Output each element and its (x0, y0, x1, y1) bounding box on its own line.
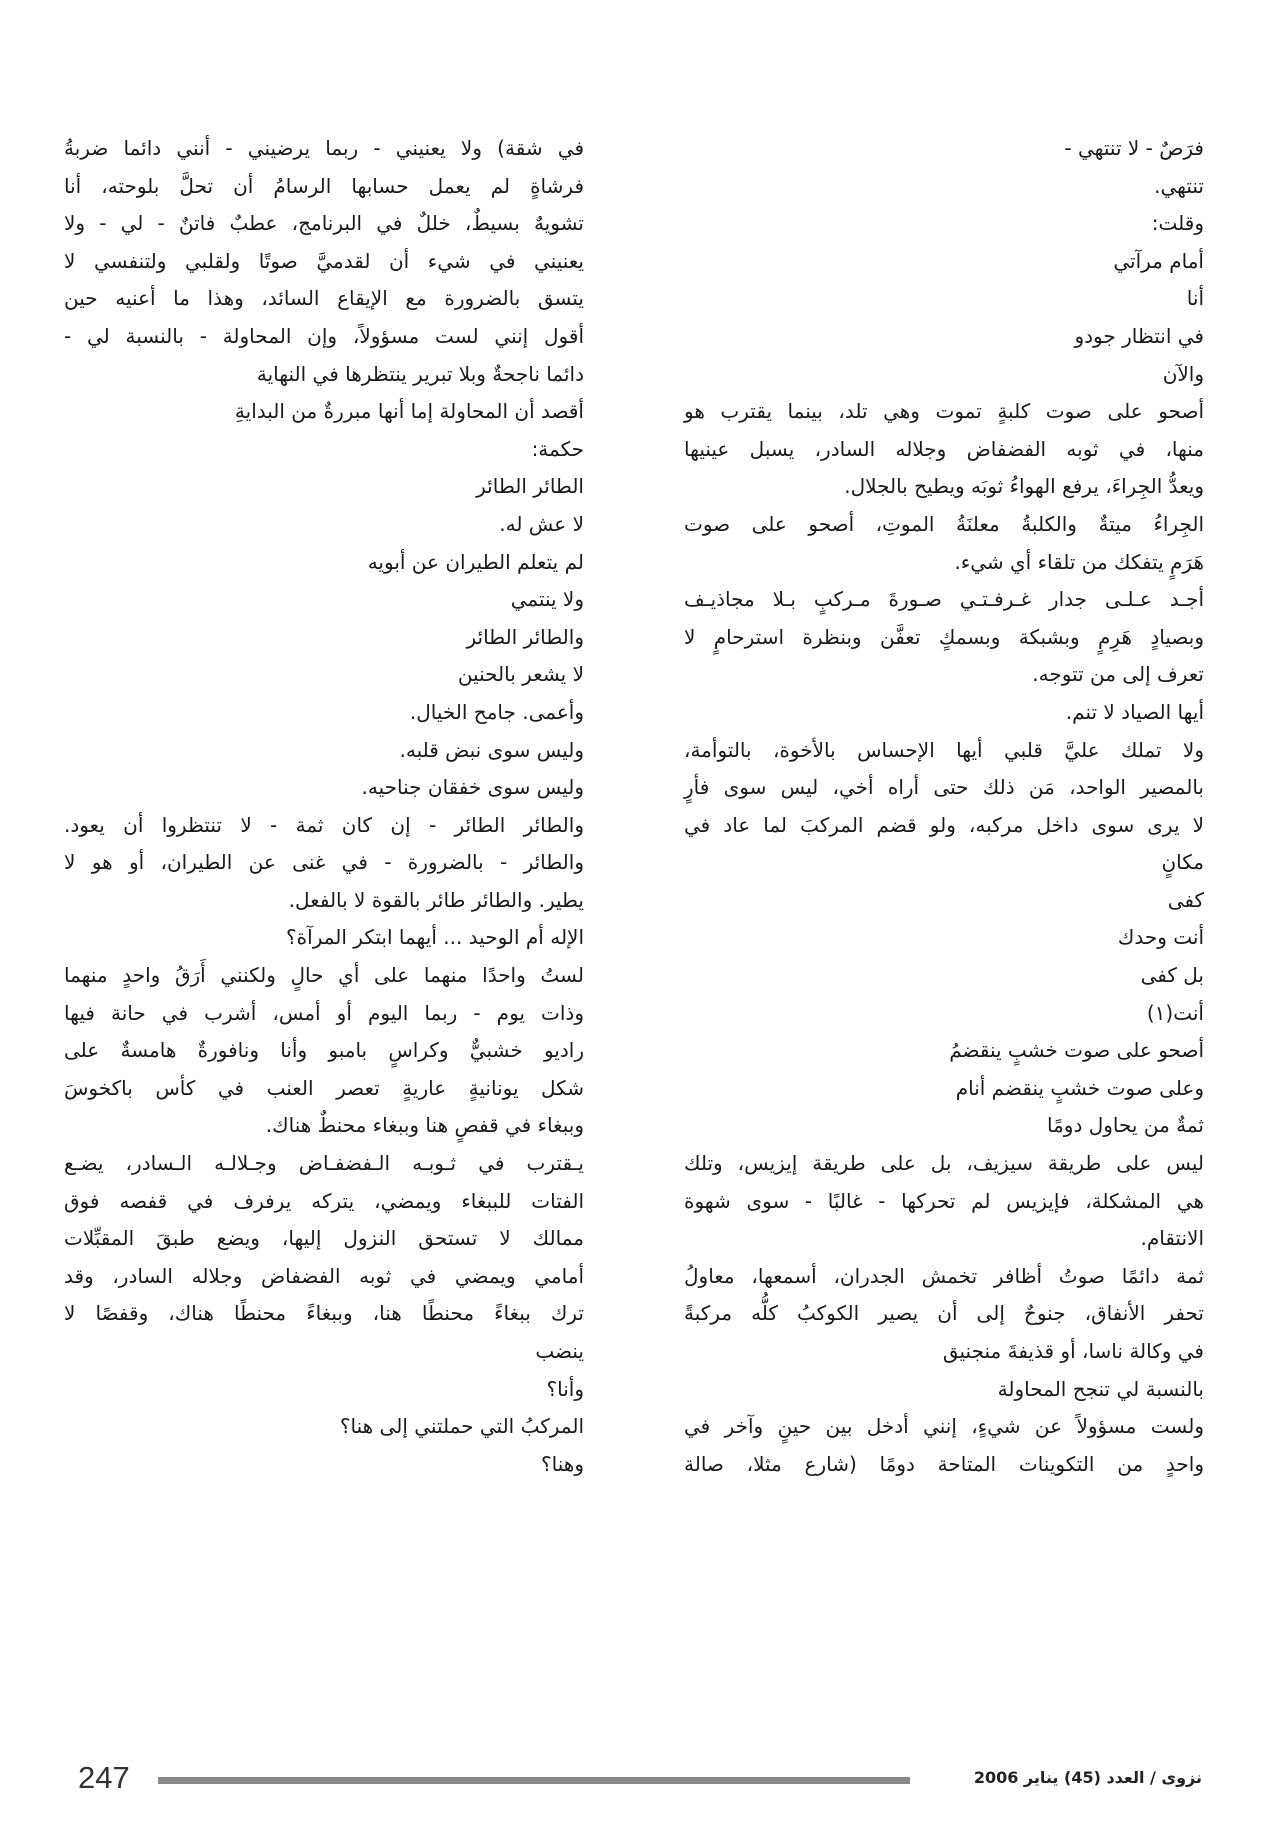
text-line: كفى (1167, 887, 1204, 912)
text-line: ولا ينتمي (510, 587, 584, 612)
text-line: أنا (1186, 286, 1204, 311)
text-line: والآن (1162, 361, 1204, 386)
text-line: لا عش له. (499, 511, 584, 536)
text-line: دائما ناجحةٌ وبلا تبرير ينتظرها في النهاية (256, 361, 584, 386)
text-line: ممالك لا تستحق النزول إليها، ويضع طبقَ المقبِّلات (64, 1226, 584, 1251)
footer-rule (158, 1777, 910, 1784)
text-line: تشويهٌ بسيطٌ، خللٌ في البرنامج، عطبٌ فاتنٌ - لي - ولا (64, 211, 584, 236)
text-line: مكانٍ (1161, 850, 1204, 875)
text-line: أقصد أن المحاولة إما أنها مبررةٌ من البدايةِ (234, 399, 584, 424)
text-line: يعنيني في شيء أن لقدميَّ صوتًا ولقلبي ولتنفسي لا (64, 248, 584, 273)
text-line: حكمة: (531, 436, 584, 461)
text-line: راديو خشبيٌّ وكراسٍ بامبو وأنا ونافورةٌ هامسةٌ على (64, 1038, 584, 1063)
text-line: أيها الصياد لا تنم. (1065, 699, 1204, 724)
text-line: واحدٍ من التكوينات المتاحة دومًا (شارع مثلا، صالة (684, 1451, 1204, 1476)
text-line: أنت(١) (1146, 1000, 1204, 1025)
text-line: في وكالة ناسا، أو قذيفةَ منجنيق (942, 1339, 1204, 1363)
text-line: الجِراءُ ميتةٌ والكلبةُ معلنَةُ الموتِ، أصحو على صوت (684, 511, 1204, 536)
text-line: وبصيادٍ هَرِمٍ وبشبكة وبسمكٍ تعفَّن وبنظرة استرحامٍ لا (684, 624, 1204, 649)
text-line: هَرَمٍ يتفكك من تلقاء أي شيء. (954, 549, 1204, 574)
text-line: ترك ببغاءً محنطًا هنا، وببغاءً محنطًا هناك، وقفصًا لا (64, 1301, 584, 1326)
text-line: أجـد عـلـى جدار غـرفـتـي صـورةَ مـركبٍ بـلا مجاذيـف (684, 587, 1204, 612)
text-line: يـقترب في ثـوبـه الـفضفـاض وجـلالـه الـسادر، يضـع (64, 1151, 584, 1176)
text-line: وذات يوم - ربما اليوم أو أمس، أشرب في حانة فيها (64, 1000, 584, 1025)
text-line: ليس على طريقة سيزيف، بل على طريقة إيزيس، وتلك (684, 1151, 1204, 1176)
text-line: تحفر الأنفاق، جنوحٌ إلى أن يصير الكوكبُ كلُّه مركبةً (684, 1301, 1204, 1326)
text-line: وأنا؟ (546, 1376, 584, 1401)
text-line: وليس سوى نبض قلبه. (399, 737, 584, 762)
text-line: أقول إنني لست مسؤولاً، وإن المحاولة - بالنسبة لي - (64, 323, 584, 348)
text-line: الإله أم الوحيد ... أيهما ابتكر المرآة؟ (286, 925, 584, 950)
text-line: يتسق بالضرورة مع الإيقاع السائد، وهذا ما أعنيه حين (64, 286, 584, 311)
text-line: وعلى صوت خشبٍ ينقضم أنام (955, 1075, 1204, 1100)
text-line: وأعمى. جامح الخيال. (409, 699, 584, 724)
text-line: وليس سوى خفقان جناحيه. (361, 775, 584, 800)
text-line: شكل يونانيةٍ عاريةٍ تعصر العنب في كأس باكخوسَ (64, 1075, 584, 1100)
text-line: أمام مرآتي (1113, 248, 1204, 273)
text-column-right (684, 130, 1204, 1483)
text-line: الانتقام. (1140, 1226, 1204, 1251)
text-line: في انتظار جودو (1074, 323, 1204, 348)
text-line: فرَصٌ - لا تنتهي - (1064, 136, 1204, 160)
text-line: تعرف إلى من تتوجه. (1032, 662, 1204, 687)
text-line: وببغاء في قفصٍ هنا وببغاء محنطٌ هناك. (265, 1113, 584, 1138)
text-line: المركبُ التي حملتني إلى هنا؟ (339, 1414, 584, 1439)
issue-info: نزوى / العدد (45) يناير 2006 (973, 1768, 1202, 1787)
text-column-left (64, 130, 584, 1483)
text-line: لم يتعلم الطيران عن أبويه (367, 549, 584, 574)
text-line: ويعدُّ الجِراءَ، يرفع الهواءُ ثوبَه ويطيح بالجلال. (844, 474, 1204, 499)
text-line: ولا تملك عليَّ قلبي أيها الإحساس بالأخوة، بالتوأمة، (684, 737, 1204, 762)
text-line: في شقة) ولا يعنيني - ربما يرضيني - أنني دائما ضربةُ (64, 136, 584, 160)
text-line: والطائر الطائر (466, 624, 584, 649)
text-line: لا يشعر بالحنين (457, 662, 584, 687)
text-line: والطائر الطائر - إن كان ثمة - لا تنتظروا أن يعود. (64, 812, 584, 837)
text-line: فرشاةٍ لم يعمل حسابها الرسامُ أن تحلَّ بلوحته، أنا (64, 173, 584, 198)
text-line: الفتات للببغاء ويمضي، يتركه يرفرف في قفصه فوق (64, 1188, 584, 1213)
page-footer (78, 1760, 1202, 1800)
page-number: 247 (78, 1760, 130, 1795)
text-line: منها، في ثوبه الفضفاض وجلاله السادر، يسبل عينيها (684, 436, 1204, 461)
text-line: ولست مسؤولاً عن شيءٍ، إنني أدخل بين حينٍ وآخر في (684, 1414, 1204, 1439)
text-line: وقلت: (1151, 211, 1204, 236)
text-line: أصحو على صوت كلبةٍ تموت وهي تلد، بينما يقترب هو (684, 399, 1204, 424)
text-line: أصحو على صوت خشبٍ ينقضمُ (949, 1038, 1204, 1063)
text-line: ينضب (535, 1339, 584, 1363)
text-line: هي المشكلة، فإيزيس لم تحركها - غالبًا - سوى شهوة (684, 1188, 1204, 1213)
text-line: أنت وحدك (1117, 925, 1204, 950)
text-line: يطير. والطائر طائر بالقوة لا بالفعل. (288, 887, 584, 912)
text-line: بل كفى (1140, 963, 1204, 988)
text-line: لا يرى سوى داخل مركبه، ولو قضم المركبَ لما عاد في (684, 812, 1204, 837)
text-line: بالمصير الواحد، مَن ذلك حتى أراه أخي، ليس سوى فأرٍ (684, 775, 1204, 800)
text-line: ثمة دائمًا صوتُ أظافر تخمش الجدران، أسمعها، معاولُ (684, 1263, 1204, 1288)
text-line: أمامي ويمضي في ثوبه الفضفاض وجلاله السادر، وقد (64, 1263, 584, 1288)
text-line: بالنسبة لي تنجح المحاولة (997, 1376, 1204, 1401)
text-line: والطائر - بالضرورة - في غنى عن الطيران، أو هو لا (64, 850, 584, 875)
text-line: لستُ واحدًا منهما على أي حالٍ ولكنني أَرَقُ واحدٍ منهما (64, 963, 584, 988)
text-line: ثمةٌ من يحاول دومًا (1047, 1113, 1204, 1138)
text-line: تنتهي. (1154, 173, 1204, 198)
text-line: الطائر الطائر (476, 474, 584, 499)
text-line: وهنا؟ (541, 1451, 584, 1476)
